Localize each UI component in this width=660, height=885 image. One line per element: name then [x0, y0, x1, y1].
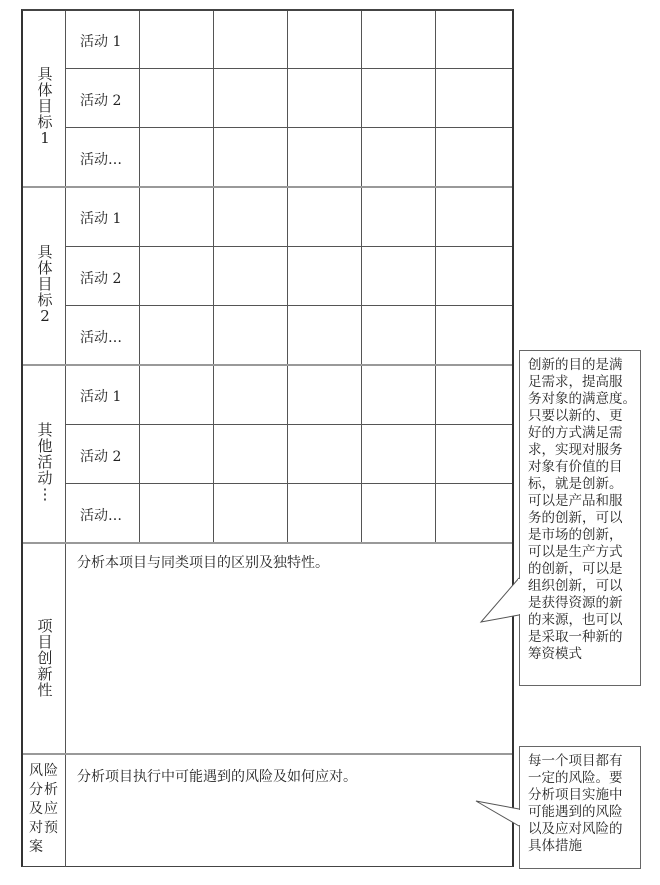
callout-line: 可能遇到的风险 [528, 804, 623, 820]
callout-line: 好的方式满足需 [528, 425, 623, 441]
risk-callout [519, 746, 641, 869]
label-char: 创 [37, 649, 53, 667]
row-divider [65, 127, 512, 128]
label-char: 目 [37, 633, 53, 651]
label-char: 新 [37, 665, 53, 683]
activity-cell: 活动… [80, 508, 122, 524]
callout-line: 一定的风险。要 [528, 770, 623, 786]
section-label-goal-1 [23, 66, 67, 146]
label-char: 动 [37, 469, 53, 487]
section-label-other-activities [23, 422, 67, 502]
callout-line: 足需求，提高服 [528, 374, 623, 390]
callout-line: 可以是产品和服 [528, 493, 623, 509]
callout-line: 分析项目实施中 [528, 787, 623, 803]
section-divider [23, 364, 512, 366]
section-divider [23, 753, 512, 755]
row-divider [65, 305, 512, 306]
callout-line: 组织创新，可以 [528, 578, 623, 594]
label-line: 及应 [29, 801, 59, 817]
callout-line: 求，实现对服务 [528, 442, 623, 458]
callout-line: 是市场的创新， [528, 527, 623, 543]
label-char: 他 [37, 437, 53, 455]
label-char: 性 [37, 681, 53, 699]
label-char: 标 [37, 113, 53, 131]
section-label-risk [29, 762, 69, 857]
callout-line: 每一个项目都有 [528, 753, 623, 769]
section-label-innovation [23, 618, 67, 698]
section-divider [23, 542, 512, 544]
label-char: 具 [37, 243, 53, 261]
label-char: 目 [37, 275, 53, 293]
activity-cell: 活动… [80, 330, 122, 346]
innovation-description: 分析本项目与同类项目的区别及独特性。 [77, 555, 329, 571]
project-plan-table [21, 9, 514, 867]
col-divider [435, 11, 436, 543]
callout-line: 的来源，也可以 [528, 612, 623, 628]
label-char: 体 [37, 259, 53, 277]
col-divider [213, 11, 214, 543]
callout-line: 是获得资源的新 [528, 595, 623, 611]
col-divider [139, 11, 140, 543]
callout-line: 具体措施 [528, 838, 582, 854]
callout-line: 务对象的满意度。 [528, 391, 636, 407]
label-line: 案 [29, 839, 44, 855]
activity-cell: 活动 1 [80, 389, 122, 405]
label-char: 活 [37, 453, 53, 471]
innovation-callout [519, 350, 641, 686]
row-divider [65, 424, 512, 425]
row-divider [65, 68, 512, 69]
callout-line: 可以是生产方式 [528, 544, 623, 560]
row-divider [65, 246, 512, 247]
activity-cell: 活动… [80, 152, 122, 168]
callout-line: 筹资模式 [528, 646, 582, 662]
col-divider [287, 11, 288, 543]
label-line: 风险 [29, 763, 59, 779]
label-char: 具 [37, 65, 53, 83]
label-char: 2 [40, 307, 50, 325]
callout-line: 标，就是创新。 [528, 476, 623, 492]
risk-description: 分析项目执行中可能遇到的风险及如何应对。 [77, 769, 357, 785]
callout-line: 的创新，可以是 [528, 561, 623, 577]
label-char: 项 [37, 617, 53, 635]
callout-line: 对象有价值的目 [528, 459, 623, 475]
label-line: 分析 [29, 782, 59, 798]
label-char: 体 [37, 81, 53, 99]
label-char: 目 [37, 97, 53, 115]
row-divider [65, 483, 512, 484]
activity-cell: 活动 1 [80, 211, 122, 227]
activity-cell: 活动 2 [80, 271, 122, 287]
section-label-goal-2 [23, 244, 67, 324]
callout-line: 务的创新，可以 [528, 510, 623, 526]
label-char: 1 [40, 129, 50, 147]
callout-line: 是采取一种新的 [528, 629, 623, 645]
label-char: 标 [37, 291, 53, 309]
label-line: 对预 [29, 820, 59, 836]
col-divider [361, 11, 362, 543]
activity-cell: 活动 2 [80, 93, 122, 109]
callout-line: 创新的目的是满 [528, 357, 623, 373]
activity-cell: 活动 1 [80, 34, 122, 50]
section-divider [23, 186, 512, 188]
label-char: ⋮ [37, 485, 53, 503]
callout-line: 只要以新的、更 [528, 408, 623, 424]
activity-cell: 活动 2 [80, 449, 122, 465]
callout-line: 以及应对风险的 [528, 821, 623, 837]
label-char: 其 [37, 421, 53, 439]
